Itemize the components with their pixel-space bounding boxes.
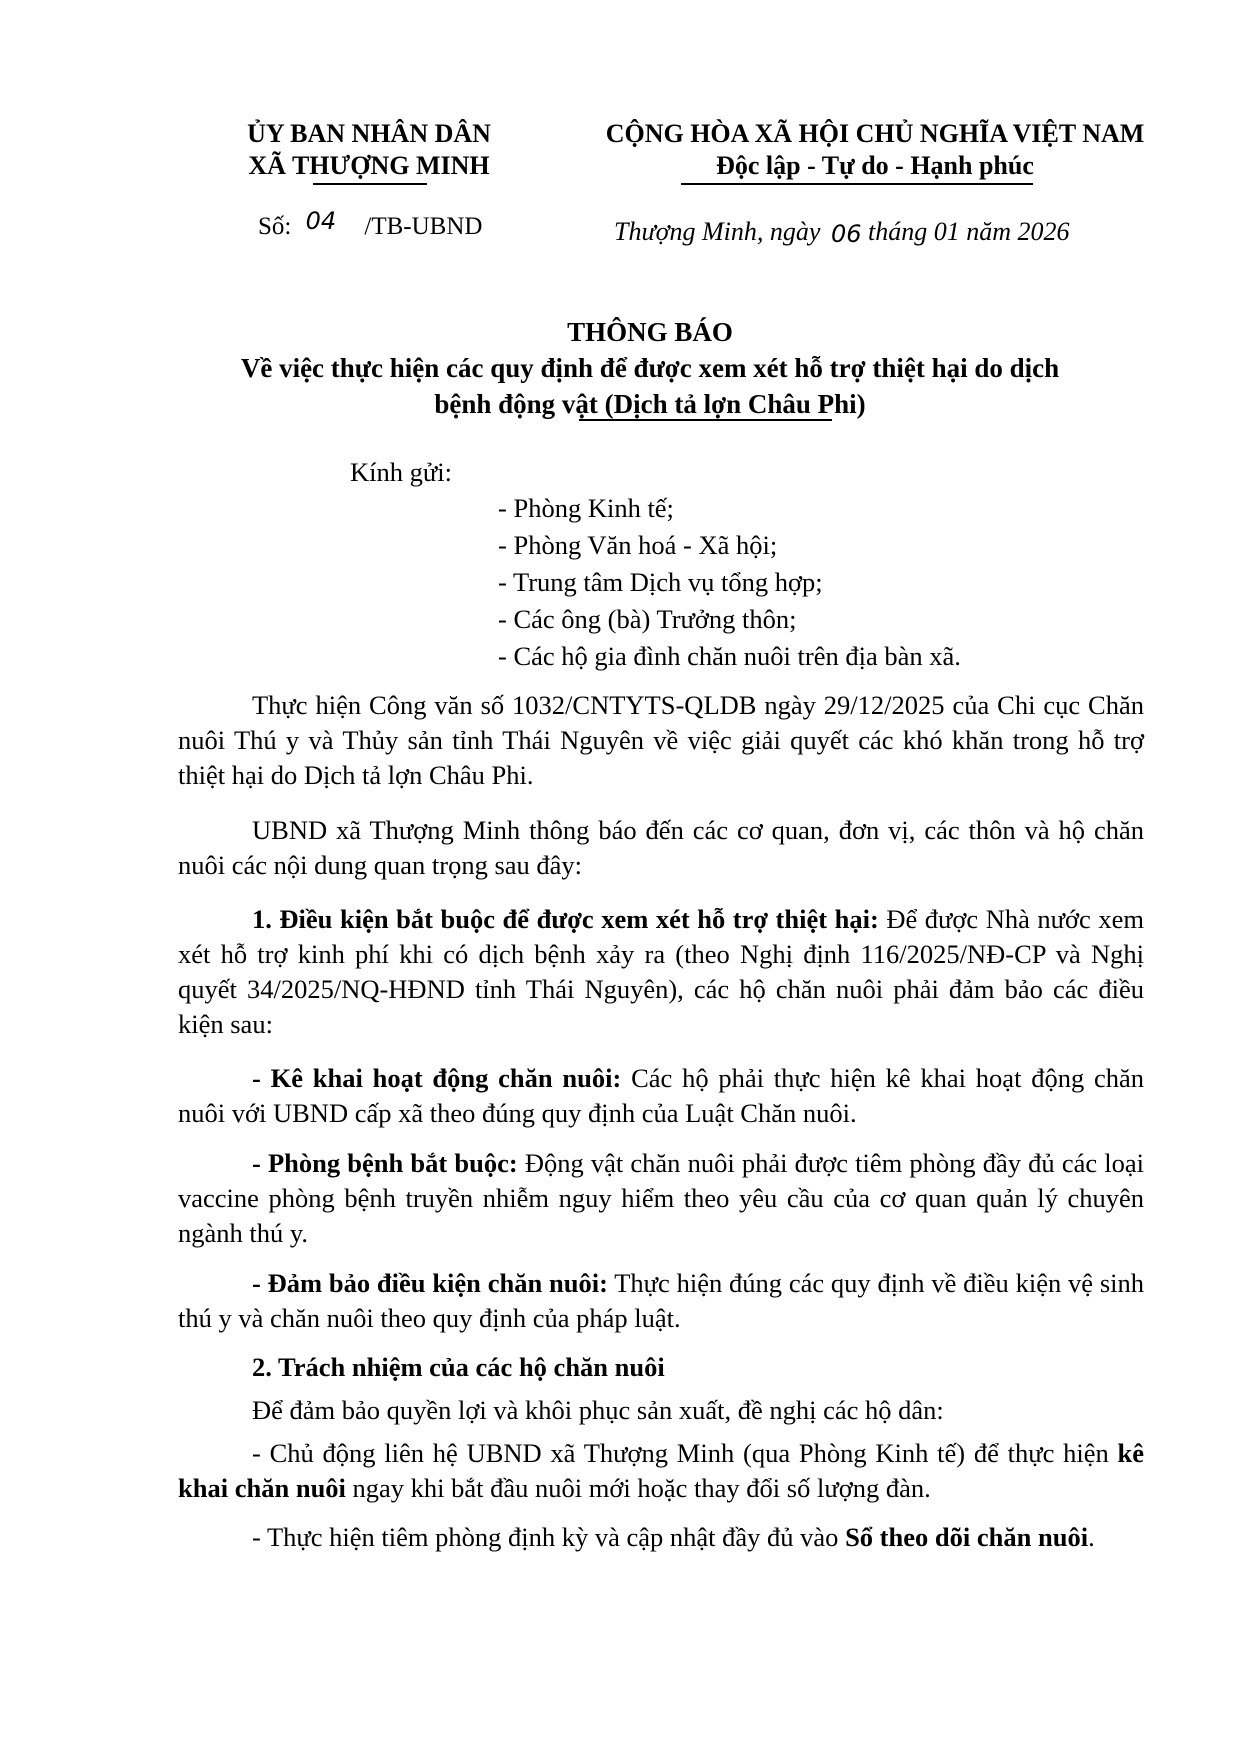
document-number [258,207,483,241]
section-1-heading: 1. Điều kiện bắt buộc để được xem xét hỗ trợ thiệt hại: [252,904,879,934]
document-subject-line2: bệnh động vật (Dịch tả lợn Châu Phi) [434,389,866,419]
responsibility-vaccination-post: . [1088,1522,1095,1552]
condition-declaration-label: - Kê khai hoạt động chăn nuôi: [252,1063,622,1093]
responsibility-declaration-pre: - Chủ động liên hệ UBND xã Thượng Minh (qua Phòng Kinh tế) để thực hiện [252,1438,1118,1468]
condition-hygiene-text: Thực hiện đúng các quy định về điều kiện vệ sinh thú y và chăn nuôi theo quy định của pháp luật. [178,1268,1144,1333]
number-suffix: /TB-UBND [364,213,483,240]
motto-line: Độc lập - Tự do - Hạnh phúc [716,151,1034,180]
issue-date [614,217,1070,247]
responsibility-vaccination-pre: - Thực hiện tiêm phòng định kỳ và cập nhật đầy đủ vào [252,1522,846,1552]
condition-prevention-text: Động vật chăn nuôi phải được tiêm phòng đầy đủ các loại vaccine phòng bệnh truyền nhiễm nguy hiểm theo yêu cầu của cơ quan quản lý chuyên ngành thú y. [178,1148,1145,1248]
section-2-title: 2. Trách nhiệm của các hộ chăn nuôi [252,1352,665,1382]
responsibility-declaration [178,1436,1144,1506]
recipient-item: - Trung tâm Dịch vụ tổng hợp; [498,567,823,597]
motto-underline [681,183,1033,185]
intro-paragraph: Thực hiện Công văn số 1032/CNTYTS-QLDB ngày 29/12/2025 của Chi cục Chăn nuôi Thú y và Thủy sản tỉnh Thái Nguyên về việc giải quyết các khó khăn trong hỗ trợ thiệt hại do Dịch tả lợn Châu Phi. [178,690,1144,790]
section-2-heading [178,1350,1144,1385]
authority-line2: XÃ THƯỢNG MINH [248,151,490,180]
date-day: 06 [830,220,862,248]
authority-underline [313,183,427,185]
section-1-text: Để được Nhà nước xem xét hỗ trợ kinh phí khi có dịch bệnh xảy ra (theo Nghị định 116/2025/NĐ-CP và Nghị quyết 34/2025/NQ-HĐND tỉnh Thái Nguyên), các hộ chăn nuôi phải đảm bảo các điều kiện sau: [178,904,1144,1039]
subject-underline [579,419,832,421]
recipient-item: - Các hộ gia đình chăn nuôi trên địa bàn xã. [498,641,961,671]
condition-prevention-label: - Phòng bệnh bắt buộc: [252,1148,518,1178]
condition-hygiene [178,1266,1144,1336]
section-1-paragraph [178,902,1144,1042]
national-motto [570,118,1180,182]
responsibility-vaccination [178,1520,1144,1555]
date-suffix: tháng 01 năm 2026 [868,217,1070,246]
responsibility-declaration-post: ngay khi bắt đầu nuôi mới hoặc thay đổi số lượng đàn. [345,1473,931,1503]
recipient-item: - Các ông (bà) Trưởng thôn; [498,604,797,634]
nation-name: CỘNG HÒA XÃ HỘI CHỦ NGHĨA VIỆT NAM [605,119,1145,148]
recipient-item: - Phòng Văn hoá - Xã hội; [498,530,778,560]
recipient-item: - Phòng Kinh tế; [498,493,674,523]
recipients-label: Kính gửi: [350,457,452,487]
condition-declaration [178,1061,1144,1131]
condition-prevention [178,1146,1144,1251]
number-value: 04 [305,207,337,235]
condition-declaration-text: Các hộ phải thực hiện kê khai hoạt động chăn nuôi với UBND cấp xã theo đúng quy định của Luật Chăn nuôi. [178,1063,1144,1128]
responsibility-vaccination-bold: Sổ theo dõi chăn nuôi [845,1522,1089,1552]
document-subject-line1: Về việc thực hiện các quy định để được xem xét hỗ trợ thiệt hại do dịch [240,353,1060,383]
section-2-intro: Để đảm bảo quyền lợi và khôi phục sản xuất, đề nghị các hộ dân: [252,1395,944,1425]
recipients-list [498,490,961,675]
authority-line1: ỦY BAN NHÂN DÂN [247,119,491,148]
issuing-authority [210,118,528,182]
number-prefix: Số: [258,213,292,240]
notice-paragraph: UBND xã Thượng Minh thông báo đến các cơ quan, đơn vị, các thôn và hộ chăn nuôi các nội dung quan trọng sau đây: [178,815,1144,880]
date-prefix: Thượng Minh, ngày [614,217,821,246]
condition-hygiene-label: - Đảm bảo điều kiện chăn nuôi: [252,1268,608,1298]
document-heading: THÔNG BÁO [567,317,733,347]
responsibility-declaration-bold: kê khai chăn nuôi [178,1438,1144,1503]
